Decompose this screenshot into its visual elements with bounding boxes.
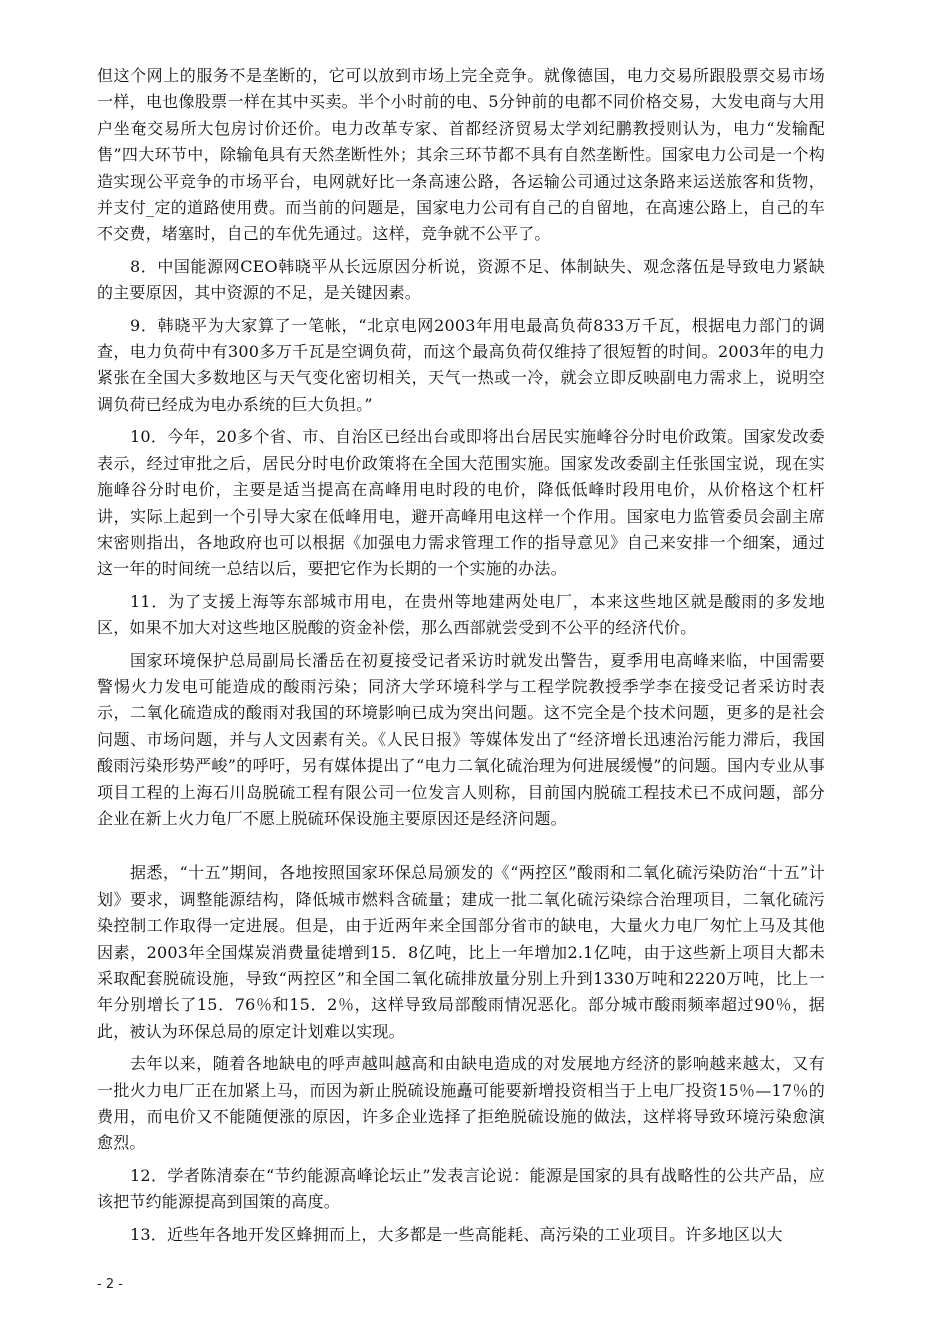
paragraph-item-11: 11．为了支援上海等东部城市用电，在贵州等地建两处电厂，本来这些地区就是酸雨的多发地区，如果不加大对这些地区脱酸的资金补偿，那么西部就尝受到不公平的经济代价。 — [97, 591, 825, 638]
paragraph-item-8: 8．中国能源网CEO韩晓平从长远原因分析说，资源不足、体制缺失、观念落伍是导致电力紧缺的主要原因，其中资源的不足，是关键因素。 — [97, 256, 825, 303]
page-number: - 2 - — [97, 1277, 123, 1292]
paragraph-acid-rain-warning: 国家环境保护总局副局长潘岳在初夏接受记者采访时就发出警告，夏季用电高峰来临，中国需要警惕火力发电可能造成的酸雨污染；同济大学环境科学与工程学院教授季学李在接受记者采访时表示，二氧化硫造成的酸雨对我国的环境影响已成为突出问题。这不完全是个技术问题，更多的是社会问题、市场问题，并与人文因素有关。《人民日报》等媒体发出了“经济增长迅速治污能力滞后，我国酸雨污染形势严峻”的呼吁，另有媒体提出了“电力二氧化硫治理为何进展缓慢”的问题。国内专业从事项目工程的上海石川岛脱硫工程有限公司一位发言人则称，目前国内脱硫工程技术已不成问题，部分企业在新上火力龟厂不愿上脱硫环保设施主要原因还是经济问题。 — [97, 650, 825, 828]
paragraph-intro: 但这个网上的服务不是垄断的，它可以放到市场上完全竞争。就像德国，电力交易所跟股票交易市场一样，电也像股票一样在其中买卖。半个小时前的电、5分钟前的电都不同价格交易，大发电商与大用户坐奄交易所大包房讨价还价。电力改革专家、首都经济贸易太学刘纪鹏教授则认为，电力“发输配售”四大环节中，除输龟具有天然垄断性外；其余三环节都不具有自然垄断性。国家电力公司是一个构造实现公平竞争的市场平台，电网就好比一条高速公路，各运输公司通过这条路来运送旅客和货物，并支付_定的道路使用费。而当前的问题是，国家电力公司有自己的自留地，在高速公路上，自己的车不交费，堵塞时，自己的车优先通过。这样，竞争就不公平了。 — [97, 66, 825, 244]
paragraph-tenth-five-year: 据悉，“十五”期间，各地按照国家环保总局颁发的《“两控区”酸雨和二氧化硫污染防治“十五”计划》要求，调整能源结构，降低城市燃料含硫量；建成一批二氧化硫污染综合治理项目，二氧化硫污染控制工作取得一定进展。但是，由于近两年来全国部分省市的缺电，大量火力电厂匆忙上马及其他因素，2003年全国煤炭消费量徒增到15．8亿吨，比上一年增加2.1亿吨，由于这些新上项目大都未采取配套脱硫设施，导致“两控区”和全国二氧化硫排放量分别上升到1330万吨和2220万吨，比上一年分别增长了15．76％和15．2％，这样导致局部酸雨情况恶化。部分城市酸雨频率超过90％，据此，被认为环保总局的原定计划难以实现。 — [97, 863, 825, 1041]
paragraph-item-12: 12．学者陈清泰在“节约能源高峰论坛止”发表言论说：能源是国家的具有战略性的公共产品，应该把节约能源提高到国策的高度。 — [97, 1165, 825, 1212]
paragraph-item-10: 10．今年，20多个省、市、自治区已经出台或即将出台居民实施峰谷分时电价政策。国家发改委表示，经过审批之后，居民分时电价政策将在全国大范围实施。国家发改委副主任张国宝说，现在实施峰谷分时电价，主要是适当提高在高峰用电时段的电价，降低低峰时段用电价，从价格这个杠杆讲，实际上起到一个引导大家在低峰用电，避开高峰用电这样一个作用。国家电力监管委员会副主席宋密则指出，各地政府也可以根据《加强电力需求管理工作的指导意见》自己来安排一个细案，通过这一年的时间统一总结以后，要把它作为长期的一个实施的办法。 — [97, 427, 825, 579]
paragraph-last-year: 去年以来，随着各地缺电的呼声越叫越高和由缺电造成的对发展地方经济的影响越来越太，又有一批火力电厂正在加紧上马，而因为新止脱硫设施矗可能要新增投资相当于上电厂投资15％—17％的费用，而电价又不能随便涨的原因，许多企业选择了拒绝脱硫设施的做法，这样将导致环境污染愈演愈烈。 — [97, 1054, 825, 1153]
document-body — [97, 63, 825, 1248]
paragraph-item-13: 13．近些年各地开发区蜂拥而上，大多都是一些高能耗、高污染的工业项目。许多地区以大 — [130, 1224, 783, 1244]
paragraph-item-9: 9．韩晓平为大家算了一笔帐，“北京电网2003年用电最高负荷833万千瓦，根据电力部门的调查，电力负荷中有300多万千瓦是空调负荷，而这个最高负荷仅维持了很短暂的时间。2003年的电力紧张在全国大多数地区与天气变化密切相关，天气一热或一冷，就会立即反映副电力需求上，说明空调负荷已经成为电办系统的巨大负担。” — [97, 315, 825, 414]
